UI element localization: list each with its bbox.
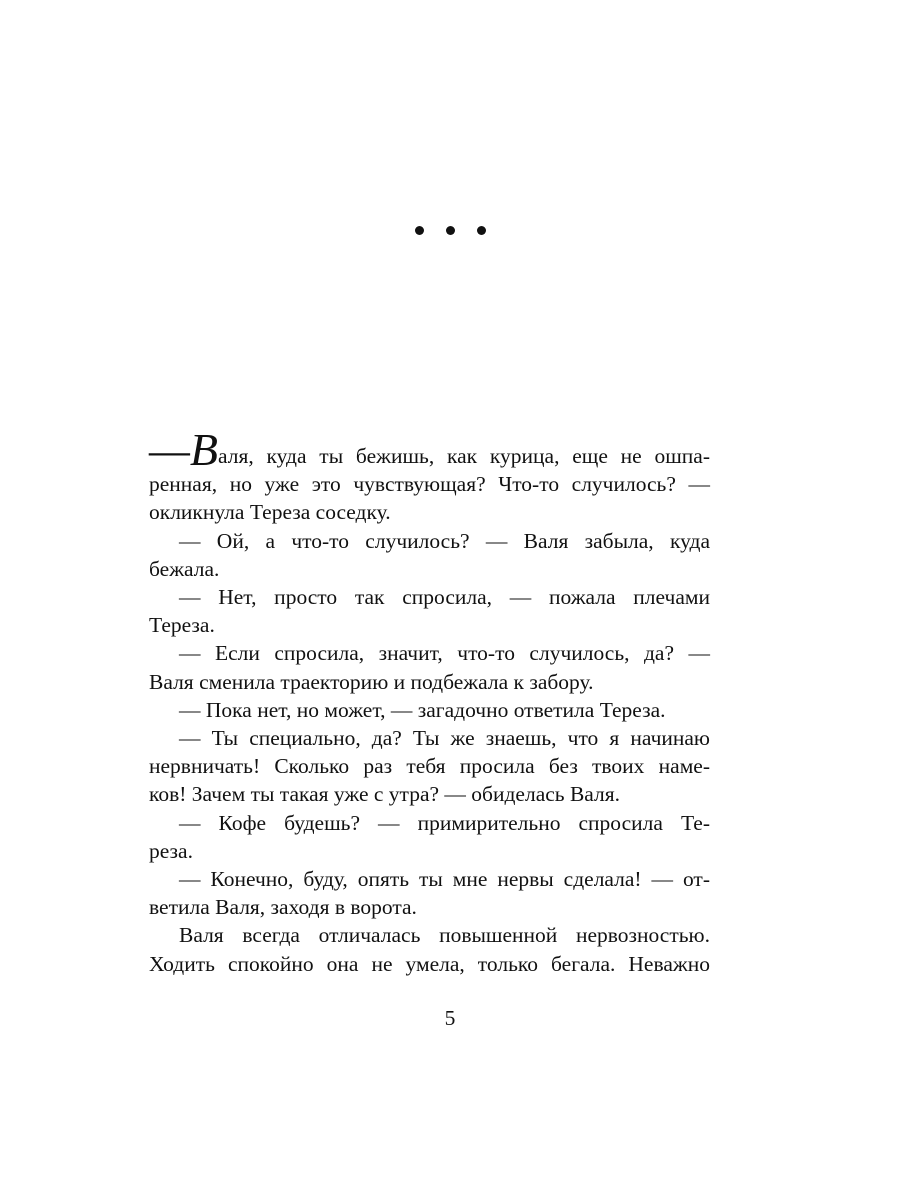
- text-line-11: — Ты специально, да? Ты же знаешь, что я начинаю: [179, 726, 710, 751]
- ornament-dot: [477, 226, 486, 235]
- text-line-13: ков! Зачем ты такая уже с утра? — обиделась Валя.: [149, 782, 621, 807]
- text-line-19: Ходить спокойно она не умела, только бегала. Неважно: [149, 951, 710, 976]
- text-line-17: ветила Валя, заходя в ворота.: [149, 895, 417, 920]
- text-line-1: —Валя, куда ты бежишь, как курица, еще не ошпа-: [149, 424, 710, 475]
- text-line-2: ренная, но уже это чувствующая? Что-то случилось? —: [149, 472, 710, 497]
- text-line-15: реза.: [149, 838, 193, 863]
- text-line-9: Валя сменила траекторию и подбежала к забору.: [149, 669, 594, 694]
- text-line-10: — Пока нет, но может, — загадочно ответила Тереза.: [179, 697, 666, 722]
- text-line-4: — Ой, а что-то случилось? — Валя забыла, куда: [179, 528, 710, 553]
- text-line-8: — Если спросила, значит, что-то случилось, да? —: [179, 641, 710, 666]
- text-line-16: — Конечно, буду, опять ты мне нервы сделала! — от-: [179, 867, 710, 892]
- text-line-3: окликнула Тереза соседку.: [149, 500, 391, 525]
- text-line-6: — Нет, просто так спросила, — пожала плечами: [179, 585, 710, 610]
- page-number: 5: [444, 1006, 456, 1030]
- ornament-dot: [446, 226, 455, 235]
- text-line-14: — Кофе будешь? — примирительно спросила Те-: [179, 810, 710, 835]
- section-break-ornament: [0, 226, 900, 235]
- ornament-dot: [415, 226, 424, 235]
- text-line-12: нервничать! Сколько раз тебя просила без твоих наме-: [149, 754, 710, 779]
- text-line-7: Тереза.: [149, 613, 215, 638]
- text-line-18: Валя всегда отличалась повышенной нервозностью.: [179, 923, 710, 948]
- body-text: [149, 424, 710, 978]
- dropcap: —В: [149, 424, 218, 475]
- text-line-5: бежала.: [149, 556, 220, 581]
